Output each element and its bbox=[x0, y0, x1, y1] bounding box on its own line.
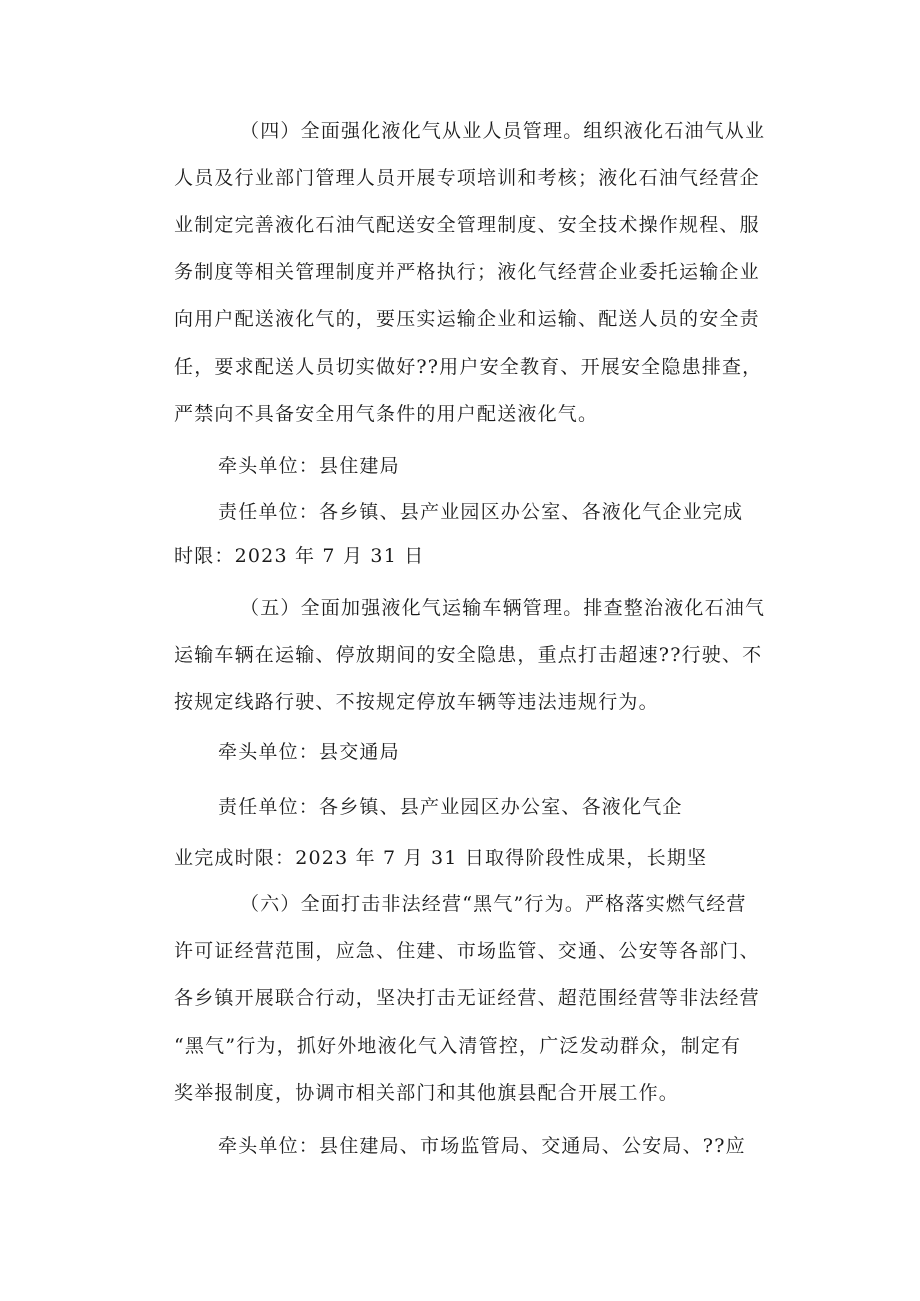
responsible-unit-4: 责任单位：各乡镇、县产业园区办公室、各液化气企业完成 bbox=[218, 501, 744, 523]
paragraph-4-line-4: 务制度等相关管理制度并严格执行；液化气经营企业委托运输企业 bbox=[174, 261, 760, 283]
paragraph-4-line-6: 任，要求配送人员切实做好??用户安全教育、开展安全隐患排查， bbox=[174, 356, 763, 378]
paragraph-5-line-3: 按规定线路行驶、不按规定停放车辆等违法违规行为。 bbox=[174, 691, 659, 713]
paragraph-4-line-1: （四）全面强化液化气从业人员管理。组织液化石油气从业 bbox=[240, 120, 766, 142]
paragraph-5-line-2: 运输车辆在运输、停放期间的安全隐患，重点打击超速??行驶、不 bbox=[174, 644, 763, 666]
paragraph-6-line-3: 各乡镇开展联合行动，坚决打击无证经营、超范围经营等非法经营 bbox=[174, 987, 760, 1009]
responsible-unit-5: 责任单位：各乡镇、县产业园区办公室、各液化气企 bbox=[218, 796, 683, 818]
deadline-5: 业完成时限：2023 年 7 月 31 日取得阶段性成果，长期坚 bbox=[174, 847, 708, 869]
lead-unit-5: 牵头单位：县交通局 bbox=[218, 741, 400, 763]
lead-unit-6: 牵头单位：县住建局、市场监管局、交通局、公安局、??应 bbox=[218, 1135, 746, 1157]
paragraph-6-line-5: 奖举报制度，协调市相关部门和其他旗县配合开展工作。 bbox=[174, 1082, 680, 1104]
paragraph-4-line-5: 向用户配送液化气的，要压实运输企业和运输、配送人员的安全责 bbox=[174, 308, 760, 330]
paragraph-6-line-4: “黑气”行为，抓好外地液化气入清管控，广泛发动群众，制定有 bbox=[174, 1035, 742, 1057]
deadline-4: 时限：2023 年 7 月 31 日 bbox=[174, 545, 425, 567]
paragraph-4-line-2: 人员及行业部门管理人员开展专项培训和考核；液化石油气经营企 bbox=[174, 167, 760, 189]
lead-unit-4: 牵头单位：县住建局 bbox=[218, 455, 400, 477]
paragraph-6-line-2: 许可证经营范围，应急、住建、市场监管、交通、公安等各部门、 bbox=[174, 940, 760, 962]
paragraph-4-line-7: 严禁向不具备安全用气条件的用户配送液化气。 bbox=[174, 403, 599, 425]
paragraph-4-line-3: 业制定完善液化石油气配送安全管理制度、安全技术操作规程、服 bbox=[174, 214, 760, 236]
paragraph-5-line-1: （五）全面加强液化气运输车辆管理。排查整治液化石油气 bbox=[240, 597, 766, 619]
paragraph-6-line-1: （六）全面打击非法经营“黑气”行为。严格落实燃气经营 bbox=[240, 893, 747, 915]
